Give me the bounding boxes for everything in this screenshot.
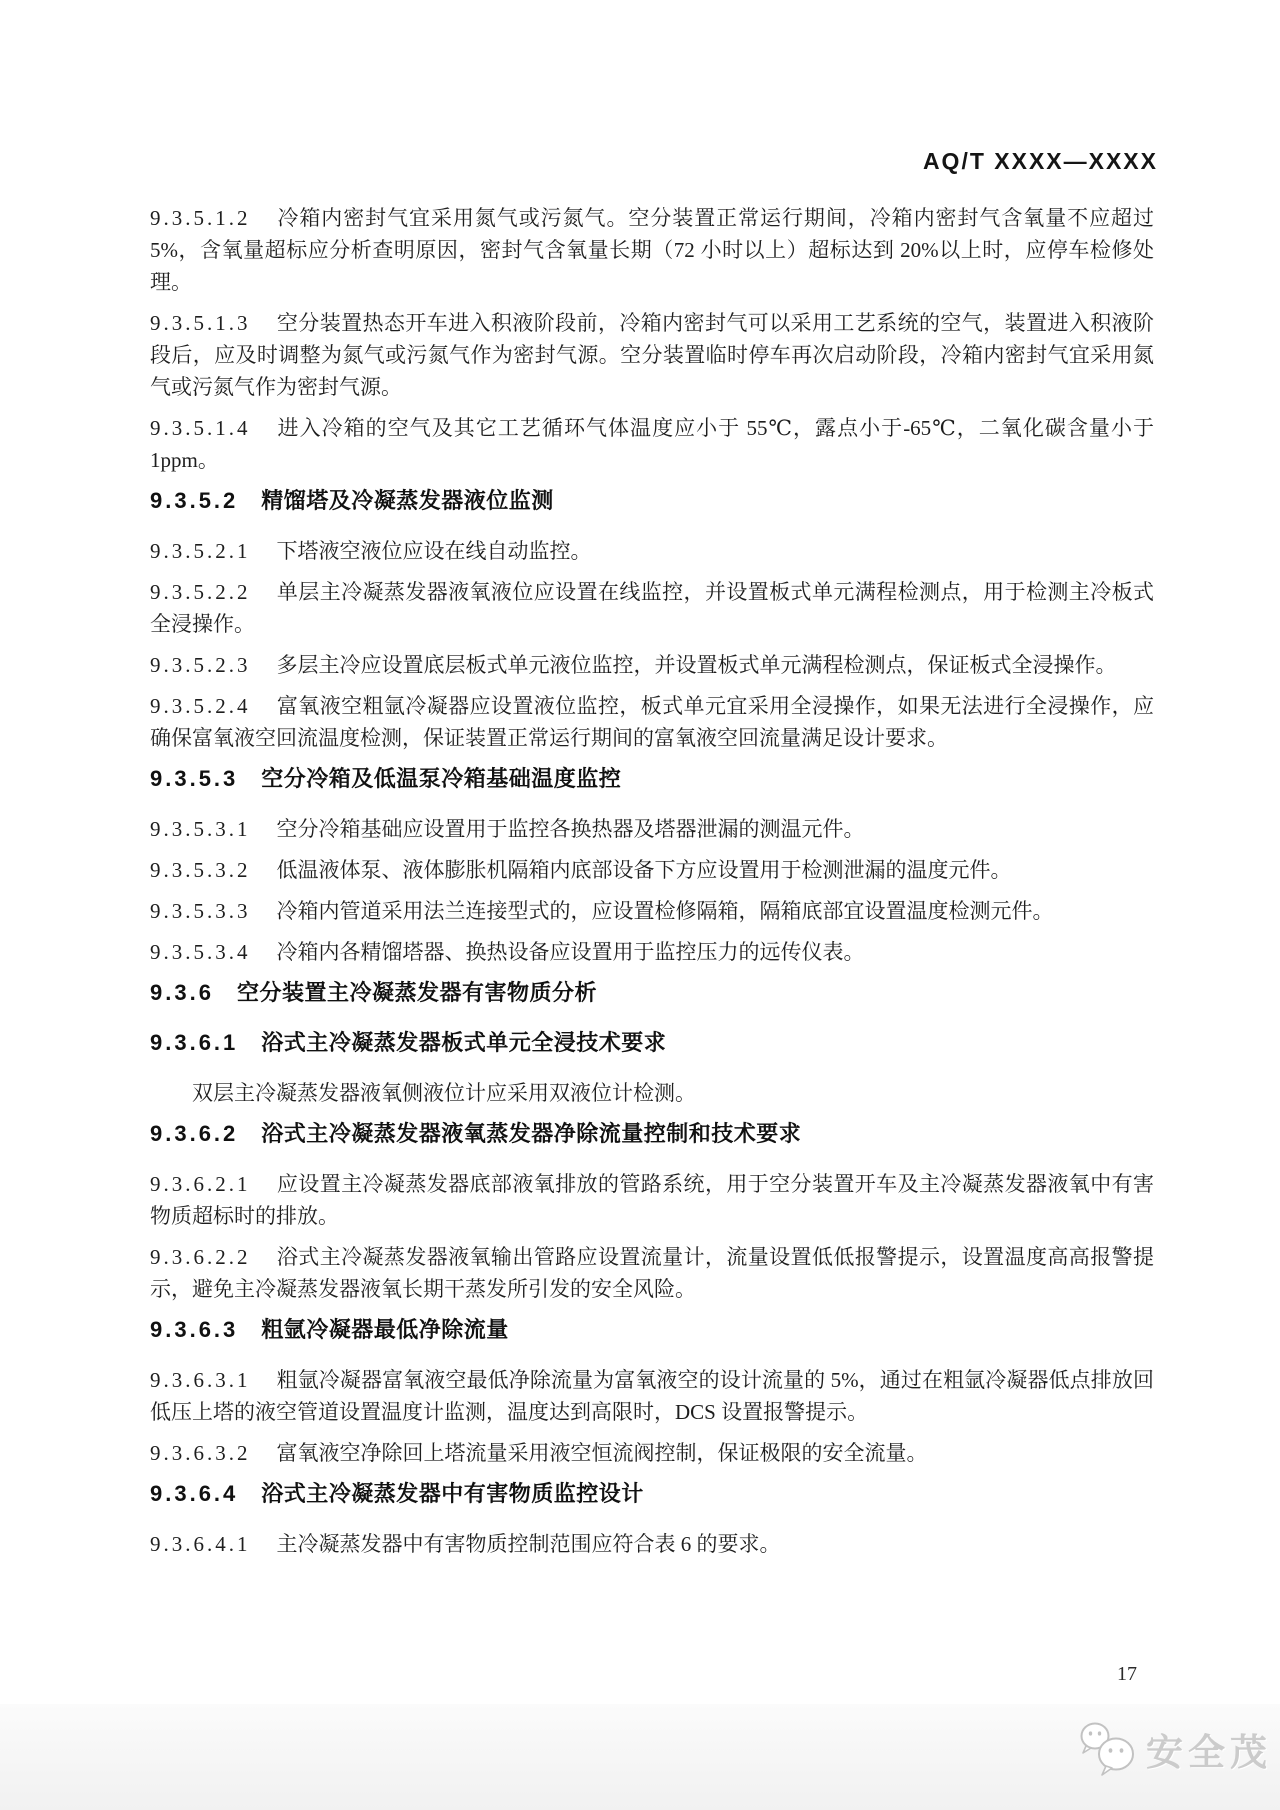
clause-paragraph [150,813,1154,845]
clause-text: 富氧液空净除回上塔流量采用液空恒流阀控制，保证极限的安全流量。 [276,1441,928,1465]
heading-number: 9.3.5.3 [150,766,239,791]
section-heading [150,1118,1154,1150]
clause-text: 多层主冷应设置底层板式单元液位监控，并设置板式单元满程检测点，保证板式全浸操作。 [276,653,1117,677]
section-heading [150,977,1154,1009]
section-heading [150,485,1154,517]
heading-text: 浴式主冷凝蒸发器液氧蒸发器净除流量控制和技术要求 [261,1121,802,1146]
clause-number: 9.3.5.2.2 [150,580,251,604]
clause-text: 应设置主冷凝蒸发器底部液氧排放的管路系统，用于空分装置开车及主冷凝蒸发器液氧中有害物质超标时的排放。 [150,1172,1154,1228]
clause-number: 9.3.5.1.4 [150,416,251,440]
clause-text: 冷箱内管道采用法兰连接型式的，应设置检修隔箱，隔箱底部宜设置温度检测元件。 [276,899,1054,923]
clause-text: 冷箱内各精馏塔器、换热设备应设置用于监控压力的远传仪表。 [276,940,865,964]
clause-number: 9.3.6.3.1 [150,1368,251,1392]
clause-paragraph [150,936,1154,968]
clause-paragraph [150,576,1154,640]
clause-text: 粗氩冷凝器富氧液空最低净除流量为富氧液空的设计流量的 5%，通过在粗氩冷凝器低点排放回低压上塔的液空管道设置温度计监测，温度达到高限时，DCS 设置报警提示。 [150,1368,1154,1424]
clause-paragraph [150,307,1154,403]
clause-number: 9.3.5.3.4 [150,940,251,964]
section-heading [150,1314,1154,1346]
clause-number: 9.3.5.2.1 [150,539,251,563]
clause-paragraph [150,1168,1154,1232]
clause-text: 下塔液空液位应设在线自动监控。 [276,539,592,563]
clause-paragraph [150,1364,1154,1428]
heading-text: 浴式主冷凝蒸发器中有害物质监控设计 [261,1481,644,1506]
clause-paragraph [150,1528,1154,1560]
clause-paragraph [150,202,1154,298]
heading-text: 粗氩冷凝器最低净除流量 [261,1317,509,1342]
clause-paragraph [150,412,1154,476]
clause-number: 9.3.5.3.1 [150,817,251,841]
heading-number: 9.3.6.1 [150,1030,239,1055]
clause-text: 进入冷箱的空气及其它工艺循环气体温度应小于 55℃，露点小于-65℃，二氧化碳含量小于 1ppm。 [150,416,1154,472]
clause-number: 9.3.5.1.3 [150,311,251,335]
clause-text: 双层主冷凝蒸发器液氧侧液位计应采用双液位计检测。 [192,1081,696,1105]
body-paragraph [150,1077,1154,1109]
clause-text: 浴式主冷凝蒸发器液氧输出管路应设置流量计，流量设置低低报警提示，设置温度高高报警提示，避免主冷凝蒸发器液氧长期干蒸发所引发的安全风险。 [150,1245,1154,1301]
heading-text: 空分装置主冷凝蒸发器有害物质分析 [236,980,597,1005]
clause-number: 9.3.6.2.1 [150,1172,251,1196]
clause-text: 冷箱内密封气宜采用氮气或污氮气。空分装置正常运行期间，冷箱内密封气含氧量不应超过 5%，含氧量超标应分析查明原因，密封气含氧量长期（72 小时以上）超标达到 20%以上时，应停车检修处理。 [150,206,1154,294]
clause-text: 富氧液空粗氩冷凝器应设置液位监控，板式单元宜采用全浸操作，如果无法进行全浸操作，应确保富氧液空回流温度检测，保证装置正常运行期间的富氧液空回流量满足设计要求。 [150,694,1154,750]
heading-number: 9.3.6 [150,980,214,1005]
clause-text: 空分冷箱基础应设置用于监控各换热器及塔器泄漏的测温元件。 [276,817,865,841]
clause-number: 9.3.5.3.2 [150,858,251,882]
clause-text: 单层主冷凝蒸发器液氧液位应设置在线监控，并设置板式单元满程检测点，用于检测主冷板式全浸操作。 [150,580,1154,636]
heading-number: 9.3.5.2 [150,488,239,513]
clause-paragraph [150,535,1154,567]
clause-paragraph [150,854,1154,886]
wechat-bubbles-icon [1078,1720,1140,1778]
clause-number: 9.3.6.2.2 [150,1245,251,1269]
section-heading [150,763,1154,795]
section-heading [150,1027,1154,1059]
clause-paragraph [150,895,1154,927]
clause-number: 9.3.5.3.3 [150,899,251,923]
clause-number: 9.3.5.1.2 [150,206,251,230]
clause-text: 空分装置热态开车进入积液阶段前，冷箱内密封气可以采用工艺系统的空气，装置进入积液阶段后，应及时调整为氮气或污氮气作为密封气源。空分装置临时停车再次启动阶段，冷箱内密封气宜采用氮气或污氮气作为密封气源。 [150,311,1154,399]
clause-number: 9.3.6.3.2 [150,1441,251,1465]
clause-text: 低温液体泵、液体膨胀机隔箱内底部设备下方应设置用于检测泄漏的温度元件。 [276,858,1012,882]
clause-paragraph [150,649,1154,681]
clause-number: 9.3.6.4.1 [150,1532,251,1556]
heading-text: 空分冷箱及低温泵冷箱基础温度监控 [261,766,622,791]
clause-paragraph [150,1437,1154,1469]
heading-number: 9.3.6.3 [150,1317,239,1342]
clause-number: 9.3.5.2.4 [150,694,251,718]
heading-number: 9.3.6.2 [150,1121,239,1146]
clause-number: 9.3.5.2.3 [150,653,251,677]
watermark [1078,1720,1272,1778]
document-body [150,202,1154,1569]
section-heading [150,1478,1154,1510]
clause-paragraph [150,1241,1154,1305]
heading-number: 9.3.6.4 [150,1481,239,1506]
page-number: 17 [1117,1663,1137,1685]
watermark-brand: 安全茂 [1146,1732,1272,1773]
heading-text: 精馏塔及冷凝蒸发器液位监测 [261,488,554,513]
standard-code-header: AQ/T XXXX—XXXX [922,148,1158,174]
clause-text: 主冷凝蒸发器中有害物质控制范围应符合表 6 的要求。 [276,1532,781,1556]
clause-paragraph [150,690,1154,754]
heading-text: 浴式主冷凝蒸发器板式单元全浸技术要求 [261,1030,667,1055]
